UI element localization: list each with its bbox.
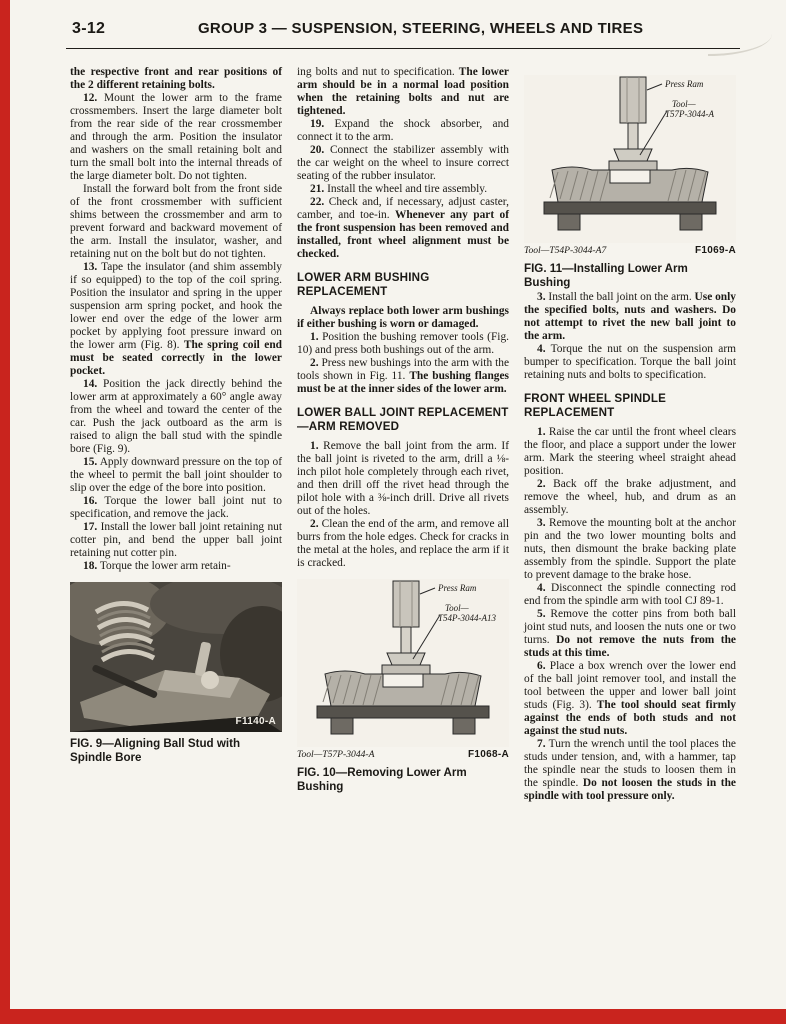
paragraph: 20. Connect the stabilizer assembly with the car weight on the wheel to insure correct seating of the rubber insulator.	[297, 144, 509, 182]
page-edge-left	[0, 0, 10, 1024]
paragraph: 21. Install the wheel and tire assembly.	[310, 183, 488, 195]
paragraph: 19. Expand the shock absorber, and connect it to the arm.	[297, 118, 509, 143]
column-2	[297, 66, 509, 1006]
figure-caption: FIG. 11—Installing Lower Arm Bushing	[524, 261, 688, 290]
paragraph: 3. Remove the mounting bolt at the anchor pin and the two lower mounting bolts and nuts, then dismount the brake backing plate assembly from the spindle. Support the plate to prevent damage to the brake hose.	[524, 516, 736, 581]
figure-9	[70, 582, 282, 766]
svg-text:Press Ram: Press Ram	[665, 79, 704, 89]
suspension-photo	[70, 582, 282, 732]
figure-caption: FIG. 10—Removing Lower Arm Bushing	[297, 765, 467, 794]
paragraph: 17. Install the lower ball joint retaining nut cotter pin, and bend the upper ball joint retaining nut cotter pin.	[70, 521, 282, 559]
svg-text:T57P-3044-A: T57P-3044-A	[665, 109, 714, 119]
paragraph: 2. Clean the end of the arm, and remove all burrs from the hole edges. Check for cracks in the metal at the holes, and replace the arm if it is cracked.	[297, 517, 509, 569]
paragraph: 3. Install the ball joint on the arm. Use only the specified bolts, nuts and washers. Do not attempt to rivet the new ball joint to the arm.	[524, 290, 736, 342]
press-tool-illustration	[524, 75, 736, 243]
figure-code: F1068-A	[467, 748, 509, 760]
svg-text:Tool—: Tool—	[445, 602, 469, 613]
paragraph: ing bolts and nut to specification. The lower arm should be in a normal load position when the retaining bolts and nut are tightened.	[297, 66, 509, 117]
paragraph: 13. Tape the insulator (and shim assembly if so equipped) to the top of the coil spring. Position the insulator and spring in the upper suspension arm spring pocket, and hook the lower end over the edge of the lower arm pocket by applying foot pressure inward on the lower arm (Fig. 8). The spring coil end must be seated correctly in the lower pocket.	[70, 261, 282, 377]
header-rule	[66, 48, 740, 49]
svg-text:Tool—: Tool—	[672, 99, 696, 109]
column-3	[524, 66, 736, 1006]
content-columns	[70, 66, 738, 1006]
paragraph: 6. Place a box wrench over the lower end of the ball joint remover tool, and install the tool between the upper and lower ball joint studs (Fig. 3). The tool should seat firmly against the ends of both studs and not against the stud nuts.	[524, 659, 736, 737]
figure-footer	[297, 749, 509, 761]
paragraph: 1. Raise the car until the front wheel clears the floor, and place a support under the lower arm. Mark the steering wheel straight ahead position.	[524, 425, 736, 477]
paragraph: 2. Press new bushings into the arm with the tools shown in Fig. 11. The bushing flanges must be at the inner sides of the lower arm.	[297, 356, 509, 395]
paragraph: 18. Torque the lower arm retain-	[83, 560, 231, 572]
column-1	[70, 66, 282, 1006]
figure-photo	[70, 582, 282, 732]
page-header	[72, 20, 736, 38]
paragraph: 2. Back off the brake adjustment, and remove the wheel, hub, and drum as an assembly.	[524, 477, 736, 516]
paragraph: 15. Apply downward pressure on the top of the wheel to permit the ball joint shoulder to slip over the edge of the bore into position.	[70, 456, 282, 494]
figure-lineart	[524, 75, 736, 243]
press-tool-illustration	[297, 579, 509, 747]
figure-footer	[524, 245, 736, 257]
paragraph: 14. Position the jack directly behind the lower arm at approximately a 60° angle away from the wheel and toward the center of the car. Push the jack outboard as the arm is raised to align the ball stud with the spindle bore (Fig. 9).	[70, 378, 282, 455]
svg-text:Press Ram: Press Ram	[438, 582, 477, 593]
section-heading: LOWER BALL JOINT REPLACEMENT—ARM REMOVED	[297, 405, 509, 433]
figure-lineart	[297, 579, 509, 747]
paragraph: 4. Disconnect the spindle connecting rod end from the spindle arm with tool CJ 89-1.	[524, 581, 736, 607]
paragraph: 22. Check and, if necessary, adjust caster, camber, and toe-in. Whenever any part of the front suspension has been removed and installed, front wheel alignment must be checked.	[297, 196, 509, 260]
section-heading: LOWER ARM BUSHING REPLACEMENT	[297, 271, 430, 298]
paragraph: 1. Position the bushing remover tools (Fig. 10) and press both bushings out of the arm.	[297, 330, 509, 356]
paragraph: 5. Remove the cotter pins from both ball joint stud nuts, and loosen the nuts one or two turns. Do not remove the nuts from the studs at this time.	[524, 607, 736, 659]
paragraph: 1. Remove the ball joint from the arm. If the ball joint is riveted to the arm, drill a ⅛-inch pilot hole completely through each rivet, and then drill off the rivet head through the pilot hole with a ⅜-inch drill. Drive all rivets out of the holes.	[297, 439, 509, 517]
paragraph: 12. Mount the lower arm to the frame crossmembers. Insert the large diameter bolt from the rear side of the rear crossmember and through the arm. Position the insulator and washers on the small retaining bolt and turn the small bolt into the internal threads of the large diameter bolt. Do not tighten.	[70, 92, 282, 182]
paragraph: 7. Turn the wrench until the tool places the studs under tension, and, with a hammer, tap the spindle near the studs to loosen them in the spindle. Do not loosen the studs in the spindle with tool pressure only.	[524, 737, 736, 802]
figure-caption: FIG. 9—Aligning Ball Stud with Spindle Bore	[70, 737, 241, 765]
section-heading: FRONT WHEEL SPINDLE REPLACEMENT	[524, 391, 667, 419]
paragraph: 4. Torque the nut on the suspension arm bumper to specification. Torque the ball joint retaining nuts and bolts to specification.	[524, 342, 736, 381]
svg-text:T54P-3044-A13: T54P-3044-A13	[438, 612, 496, 623]
figure-tool-label: Tool—T57P-3044-A	[297, 748, 375, 760]
paragraph: the respective front and rear positions of the 2 different retaining bolts.	[70, 66, 282, 91]
figure-11	[524, 75, 736, 291]
figure-tool-label: Tool—T54P-3044-A7	[524, 245, 607, 256]
paragraph: Install the forward bolt from the front side of the front crossmember with sufficient shims between the crossmember and arm to prevent forward and backward movement of the arm. Install the insulator, washer, and retaining nut on the bolt but do not tighten.	[70, 183, 282, 260]
figure-code: F1140-A	[235, 715, 276, 727]
page-number: 3-12	[72, 20, 106, 37]
paragraph: Always replace both lower arm bushings if either bushing is worn or damaged.	[297, 304, 509, 330]
page-edge-bottom	[0, 1009, 786, 1024]
figure-10	[297, 579, 509, 795]
page-title: GROUP 3 — SUSPENSION, STEERING, WHEELS AND TIRES	[197, 20, 644, 37]
figure-code: F1069-A	[694, 245, 736, 256]
paragraph: 16. Torque the lower ball joint nut to specification, and remove the jack.	[70, 495, 282, 520]
